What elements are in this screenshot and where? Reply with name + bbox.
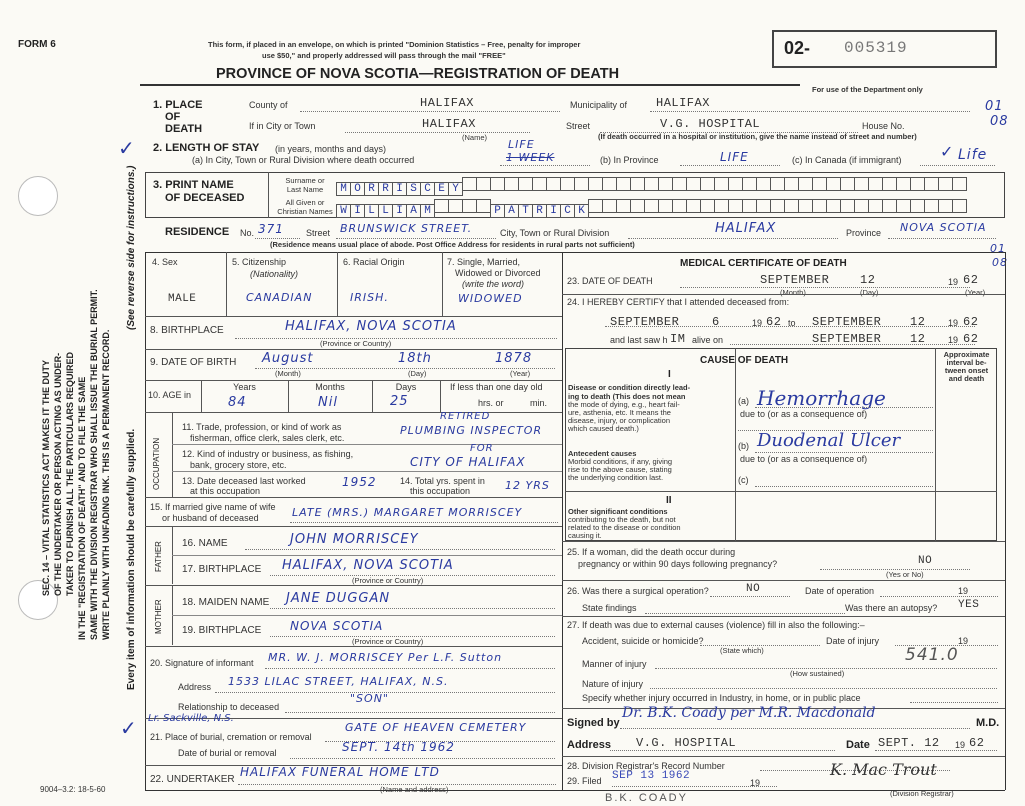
certify-label: 24. I HEREBY CERTIFY that I attended deceased from: — [567, 297, 790, 307]
attend-to-year: 62 — [963, 315, 979, 329]
surname-label-1: Surname or — [285, 176, 325, 185]
antecedent-label-3: rise to the above cause, stating — [568, 465, 672, 474]
dob-year: 1878 — [495, 351, 533, 366]
department-use-label: For use of the Department only — [812, 85, 923, 94]
age-years: 84 — [228, 395, 247, 410]
informant-address: 1533 LILAC STREET, HALIFAX, N.S. — [228, 675, 449, 688]
other-label-4: causing it. — [568, 531, 602, 540]
father-birthplace-label: 17. BIRTHPLACE — [182, 564, 262, 575]
signed-value: Dr. B.K. Coady per M.R. Macdonald — [622, 705, 876, 721]
totalyrs-value: 12 YRS — [505, 479, 550, 492]
totalyrs-label-1: 14. Total yrs. spent in — [400, 476, 485, 486]
cause-b-letter: (b) — [738, 441, 749, 451]
racial-label: 6. Racial Origin — [343, 257, 405, 267]
place-label-2: OF — [165, 111, 181, 123]
burial-place: GATE OF HEAVEN CEMETERY — [345, 721, 527, 734]
given-name-grid: W I L L I A M P A T R I C K — [336, 199, 966, 218]
interval-label-3: tween onset — [944, 366, 989, 375]
lastsaw-day: 12 — [910, 332, 926, 346]
signed-address: V.G. HOSPITAL — [636, 736, 737, 750]
municipality-label: Municipality of — [570, 100, 628, 110]
q29-stamp: SEP 13 1962 — [612, 770, 691, 782]
age-months: Nil — [318, 395, 338, 410]
relationship-label: Relationship to deceased — [178, 702, 280, 712]
stay-a-value: LIFE — [508, 138, 535, 151]
trade-value-2: PLUMBING INSPECTOR — [400, 424, 543, 437]
residence-city-label: City, Town or Rural Division — [500, 228, 610, 238]
dob-label: 9. DATE OF BIRTH — [150, 357, 237, 368]
side-instructions-d: IN THE "REGISTRATION OF DEATH" AND TO FILE THE SAME — [77, 376, 87, 640]
q26-autopsy-label: Was there an autopsy? — [845, 603, 938, 613]
dob-year-label: (Year) — [510, 369, 531, 378]
relationship-value: "SON" — [350, 692, 389, 705]
death-date-day-label: (Day) — [860, 288, 879, 297]
registration-number-box — [772, 30, 997, 68]
registration-prefix: 02- — [784, 38, 811, 58]
cause-part-one: I — [668, 369, 671, 380]
interval-label-1: Approximate — [943, 350, 990, 359]
spouse-value: LATE (MRS.) MARGARET MORRISCEY — [292, 506, 523, 519]
disease-label-3: the mode of dying, e.g., heart fail- — [568, 400, 680, 409]
industry-value-1: FOR — [470, 443, 494, 454]
side-check-mark-2: ✓ — [120, 716, 138, 740]
attend-to-year-pre: 19 — [948, 318, 959, 328]
given-label-1: All Given or — [285, 198, 325, 207]
death-date-month: SEPTEMBER — [760, 273, 830, 287]
antecedent-label-1: Antecedent causes — [568, 449, 637, 458]
sex-value: MALE — [168, 293, 197, 305]
place-label-1: 1. PLACE — [153, 99, 203, 111]
q26-year-pre: 19 — [958, 586, 969, 596]
marital-label-1: 7. Single, Married, — [447, 257, 521, 267]
q29-registrar-sig: K. Mac Trout — [830, 760, 937, 779]
registration-number: 005319 — [844, 39, 908, 57]
interval-label-2: interval be- — [946, 358, 987, 367]
cause-title: CAUSE OF DEATH — [700, 355, 789, 366]
q26-value: NO — [746, 583, 761, 595]
informant-address-label: Address — [178, 682, 212, 692]
q26-label: 26. Was there a surgical operation? — [567, 586, 709, 596]
father-birthplace-sub: (Province or Country) — [352, 576, 424, 585]
totalyrs-label-2: this occupation — [410, 486, 471, 496]
disease-label-6: which caused death.) — [568, 424, 639, 433]
given-label-2: Christian Names — [277, 207, 333, 216]
cause-part-two: II — [666, 495, 672, 506]
attend-to-day: 12 — [910, 315, 926, 329]
q27-year-pre: 19 — [958, 636, 969, 646]
burial-date: SEPT. 14th 1962 — [342, 740, 455, 754]
citizenship-sub: (Nationality) — [250, 269, 299, 279]
cause-a-letter: (a) — [738, 396, 749, 406]
mail-notice-1: This form, if placed in an envelope, on which is printed "Dominion Statistics – Free, penalty for improper — [208, 40, 581, 49]
signed-address-label: Address — [567, 739, 612, 751]
mail-notice-2: use $50," and properly addressed will pass through the mail "FREE" — [262, 51, 506, 60]
attend-from-month: SEPTEMBER — [610, 315, 680, 329]
stay-sub: (in years, months and days) — [275, 144, 387, 154]
marital-value: WIDOWED — [458, 292, 523, 305]
lastworked-label-2: at this occupation — [190, 486, 261, 496]
industry-label-2: bank, grocery store, etc. — [190, 460, 287, 470]
footer-code: 9004–3.2: 18-5-60 — [40, 785, 106, 794]
q26-autopsy: YES — [958, 599, 980, 611]
antecedent-label-4: the underlying condition last. — [568, 473, 664, 482]
q29-sub: (Division Registrar) — [890, 789, 954, 798]
father-name: JOHN MORRISCEY — [290, 532, 419, 547]
q26-date-label: Date of operation — [805, 586, 875, 596]
q28-label: 28. Division Registrar's Record Number — [567, 761, 725, 771]
lastsaw-year-pre: 19 — [948, 335, 959, 345]
due-label-a: due to (or as a consequence of) — [740, 409, 868, 419]
mother-side: MOTHER — [154, 599, 163, 634]
county-label: County of — [249, 100, 288, 110]
side-check-mark: ✓ — [118, 136, 136, 160]
county-value: HALIFAX — [420, 96, 474, 110]
stay-label: 2. LENGTH OF STAY — [153, 142, 260, 154]
signed-date-label: Date — [846, 739, 870, 751]
disease-label-5: disease, injury, or complication — [568, 416, 670, 425]
side-instructions-c: TAKER TO FURNISH ALL THE PARTICULARS REQUIRED — [65, 351, 75, 596]
age-months-label: Months — [315, 382, 345, 392]
name-label-2: OF DECEASED — [165, 192, 245, 204]
age-years-label: Years — [233, 382, 256, 392]
q27-code: 541.0 — [905, 645, 959, 665]
q27-specify-label: Specify whether injury occurred in Industry, in home, or in public place — [582, 693, 861, 703]
q29-label: 29. Filed — [567, 776, 602, 786]
residence-street-label: Street — [306, 228, 331, 238]
form-number: FORM 6 — [18, 39, 56, 50]
surname-label-2: Last Name — [286, 185, 324, 194]
father-side: FATHER — [154, 541, 163, 572]
city-label: If in City or Town — [249, 121, 316, 131]
trade-label-1: 11. Trade, profession, or kind of work as — [182, 422, 342, 432]
occupation-side: OCCUPATION — [152, 437, 161, 490]
q27-manner-label: Manner of injury — [582, 659, 647, 669]
q25-value: NO — [918, 555, 933, 567]
side-instructions-a: SEC. 14 – VITAL STATISTICS ACT MAKES IT THE DUTY — [41, 359, 51, 596]
burial-date-label: Date of burial or removal — [178, 748, 277, 758]
dob-month-label: (Month) — [275, 369, 301, 378]
spouse-label-1: 15. If married give name of wife — [150, 502, 276, 512]
birthplace-label: 8. BIRTHPLACE — [150, 325, 224, 336]
residence-street: BRUNSWICK STREET. — [340, 222, 473, 235]
other-label-2: contributing to the death, but not — [568, 515, 676, 524]
medical-title: MEDICAL CERTIFICATE OF DEATH — [680, 258, 847, 269]
q25-sub: (Yes or No) — [886, 570, 924, 579]
age-lt-label: If less than one day old — [450, 382, 543, 392]
department-mark-2: 08 — [990, 114, 1009, 129]
death-date-year: 62 — [963, 273, 979, 287]
residence-mark-2: 08 — [992, 256, 1008, 269]
death-date-day: 12 — [860, 273, 876, 287]
cause-b-value: Duodenal Ulcer — [757, 430, 901, 451]
burial-place-pre: Lr. Sackville, N.S. — [148, 713, 234, 724]
sex-label: 4. Sex — [152, 257, 178, 267]
attend-to-word: to — [788, 318, 796, 328]
side-instructions-b: OF THE UNDERTAKER OR PERSON ACTING AS UNDER- — [53, 352, 63, 596]
dob-day-label: (Day) — [408, 369, 427, 378]
residence-province: NOVA SCOTIA — [900, 221, 987, 234]
birthplace-value: HALIFAX, NOVA SCOTIA — [285, 319, 457, 334]
residence-note: (Residence means usual place of abode. Post Office Address for residents in rural parts not sufficient) — [270, 240, 635, 249]
trade-value: RETIRED — [440, 411, 491, 422]
department-mark-1: 01 — [985, 99, 1004, 114]
attend-from-day: 6 — [712, 315, 720, 329]
signed-year-pre: 19 — [955, 740, 966, 750]
disease-label-4: ure, asthenia, etc. It means the — [568, 408, 671, 417]
signed-date: SEPT. 12 — [878, 736, 940, 750]
antecedent-label-2: Morbid conditions, if any, giving — [568, 457, 673, 466]
q25-label-1: 25. If a woman, did the death occur during — [567, 547, 736, 557]
dob-month: August — [262, 351, 314, 366]
undertaker-below: B.K. COADY — [605, 792, 688, 804]
residence-label: RESIDENCE — [165, 226, 230, 238]
racial-value: IRISH. — [350, 291, 389, 304]
lastworked-label-1: 13. Date deceased last worked — [182, 476, 306, 486]
city-value: HALIFAX — [422, 117, 476, 131]
mother-birthplace-sub: (Province or Country) — [352, 637, 424, 646]
lastsaw-label: and last saw h — [610, 335, 668, 345]
signed-label: Signed by — [567, 717, 620, 729]
lastsaw-month: SEPTEMBER — [812, 332, 882, 346]
attend-from-year-pre: 19 — [752, 318, 763, 328]
stay-a-label: (a) In City, Town or Rural Division where death occurred — [192, 155, 415, 165]
lastsaw-label-2: alive on — [692, 335, 724, 345]
informant-signature: MR. W. J. MORRISCEY Per L.F. Sutton — [268, 651, 503, 664]
undertaker-label: 22. UNDERTAKER — [150, 774, 235, 785]
surname-grid: M O R R I S C E Y — [336, 177, 966, 196]
citizenship-label: 5. Citizenship — [232, 257, 287, 267]
q26-findings-label: State findings — [582, 603, 637, 613]
death-date-year-label: (Year) — [965, 288, 986, 297]
punch-hole-top — [18, 176, 58, 216]
lastsaw-fill: IM — [670, 332, 686, 346]
death-date-month-label: (Month) — [780, 288, 806, 297]
cause-c-letter: (c) — [738, 475, 749, 485]
spouse-label-2: or husband of deceased — [162, 513, 259, 523]
signed-year: 62 — [969, 736, 985, 750]
disease-label-1: Disease or condition directly lead- — [568, 383, 691, 392]
q27-nature-label: Nature of injury — [582, 679, 644, 689]
due-label-b: due to (or as a consequence of) — [740, 454, 868, 464]
q27-accident-label: Accident, suicide or homicide? — [582, 636, 704, 646]
stay-b-value: LIFE — [720, 150, 749, 164]
mother-birthplace-label: 19. BIRTHPLACE — [182, 625, 262, 636]
street-value: V.G. HOSPITAL — [660, 117, 761, 131]
residence-mark-1: 01 — [990, 242, 1006, 255]
birthplace-sub: (Province or Country) — [320, 339, 392, 348]
burial-place-label: 21. Place of burial, cremation or removal — [150, 732, 312, 742]
stay-a-struck: 1 WEEK — [506, 151, 555, 164]
name-sub-label: (Name) — [462, 133, 488, 142]
hospital-note: (If death occurred in a hospital or institution, give the name instead of street and number) — [598, 132, 917, 141]
stay-c-value: Life — [958, 147, 988, 163]
attend-from-year: 62 — [766, 315, 782, 329]
mother-birthplace: NOVA SCOTIA — [290, 619, 384, 633]
residence-province-label: Province — [846, 228, 882, 238]
father-birthplace: HALIFAX, NOVA SCOTIA — [282, 558, 454, 573]
dob-day: 18th — [398, 351, 432, 366]
lastworked-value: 1952 — [342, 475, 377, 489]
attend-to-month: SEPTEMBER — [812, 315, 882, 329]
side-instructions-every: Every item of information should be carefully supplied. — [126, 428, 137, 690]
q27-injury-date-label: Date of injury — [826, 636, 880, 646]
mother-maiden: JANE DUGGAN — [286, 591, 391, 606]
form-title: PROVINCE OF NOVA SCOTIA—REGISTRATION OF DEATH — [216, 66, 620, 82]
street-label: Street — [566, 121, 591, 131]
marital-label-2: Widowed or Divorced — [455, 268, 541, 278]
residence-city: HALIFAX — [715, 221, 777, 236]
trade-label-2: fisherman, office clerk, sales clerk, etc. — [190, 433, 345, 443]
undertaker-value: HALIFAX FUNERAL HOME LTD — [240, 765, 440, 779]
side-instructions-e: SAME WITH THE DIVISION REGISTRAR WHO SHALL ISSUE THE BURIAL PERMIT. — [89, 289, 99, 640]
side-instructions-f: WRITE PLAINLY WITH UNFADING INK. THIS IS A PERMANENT RECORD. — [101, 329, 111, 640]
age-label: 10. AGE in — [148, 390, 192, 400]
q27-how-sustained: (How sustained) — [790, 669, 845, 678]
informant-label: 20. Signature of informant — [150, 658, 254, 668]
place-label-3: DEATH — [165, 123, 203, 135]
stay-c-label: (c) In Canada (if immigrant) — [792, 155, 902, 165]
cause-a-value: Hemorrhage — [757, 386, 886, 410]
disease-label-2: ing to death (This does not mean — [568, 392, 686, 401]
q29-year-pre: 19 — [750, 778, 761, 788]
age-days: 25 — [390, 394, 409, 409]
side-instructions-italic: (See reverse side for instructions.) — [126, 165, 137, 330]
lastsaw-year: 62 — [963, 332, 979, 346]
residence-no: 371 — [258, 222, 284, 236]
death-date-label: 23. DATE OF DEATH — [567, 276, 653, 286]
q27-state-which: (State which) — [720, 646, 764, 655]
citizenship-value: CANADIAN — [246, 291, 313, 304]
age-hrs-label: hrs. or — [478, 398, 504, 408]
mother-maiden-label: 18. MAIDEN NAME — [182, 597, 270, 608]
other-label-1: Other significant conditions — [568, 507, 668, 516]
other-label-3: related to the disease or condition — [568, 523, 681, 532]
death-date-year-pre: 19 — [948, 277, 959, 287]
municipality-value: HALIFAX — [656, 96, 710, 110]
q27-label: 27. If death was due to external causes (violence) fill in also the following:– — [567, 620, 865, 630]
name-label-1: 3. PRINT NAME — [153, 179, 234, 191]
q25-label-2: pregnancy or within 90 days following pregnancy? — [578, 559, 778, 569]
residence-no-label: No. — [240, 228, 255, 238]
father-name-label: 16. NAME — [182, 538, 228, 549]
stay-b-label: (b) In Province — [600, 155, 659, 165]
industry-label-1: 12. Kind of industry or business, as fishing, — [182, 449, 354, 459]
signed-md: M.D. — [976, 717, 1000, 729]
marital-label-3: (write the word) — [462, 279, 525, 289]
industry-value-2: CITY OF HALIFAX — [410, 455, 526, 469]
interval-label-4: and death — [948, 374, 985, 383]
age-days-label: Days — [395, 382, 417, 392]
stay-check-mark: ✓ — [940, 142, 955, 161]
house-label: House No. — [862, 121, 905, 131]
undertaker-sub: (Name and address) — [380, 785, 449, 794]
age-min-label: min. — [530, 398, 548, 408]
